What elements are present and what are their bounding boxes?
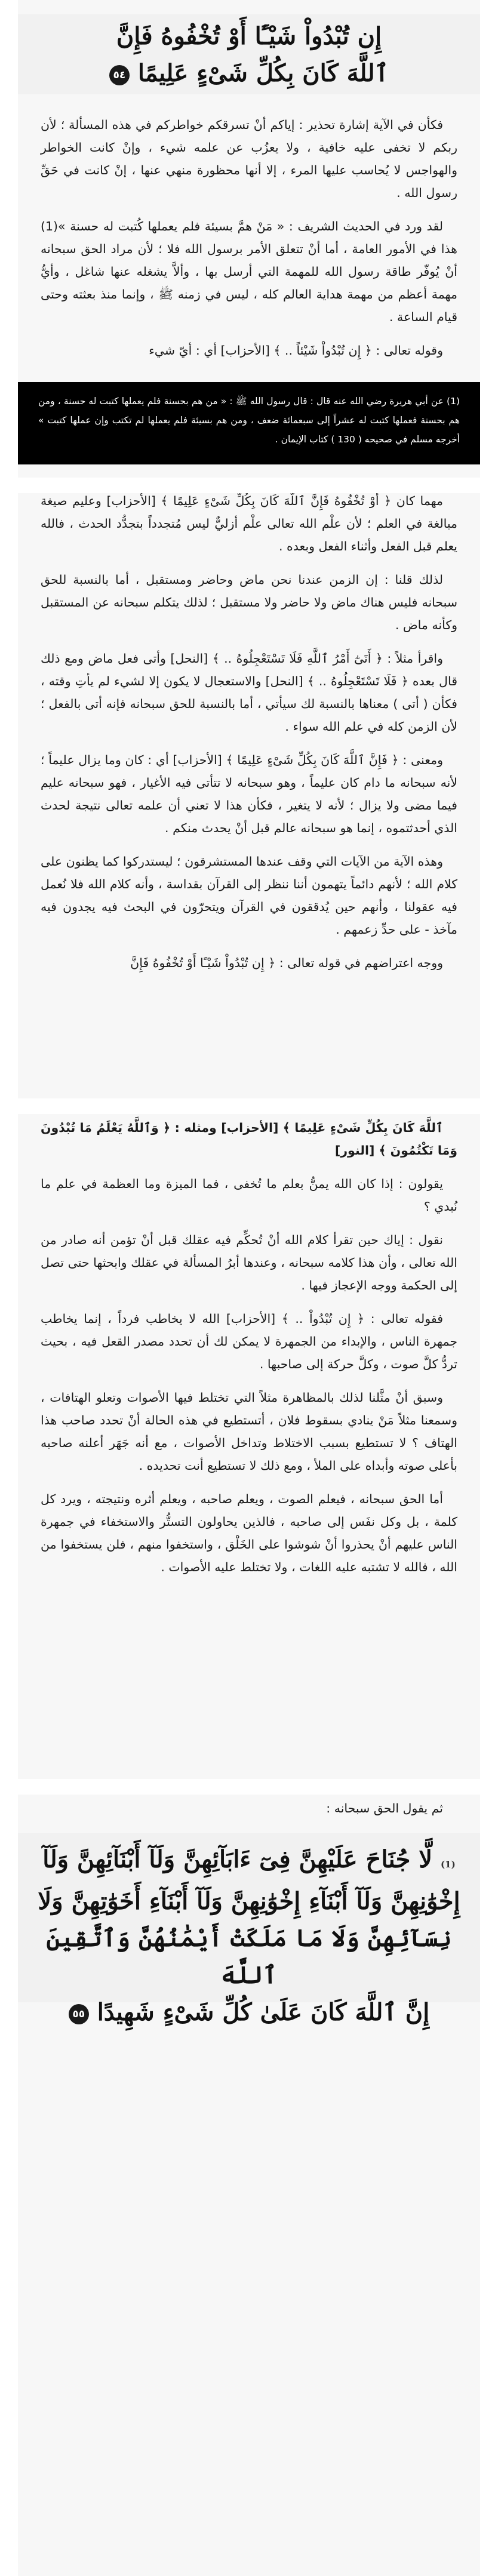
section-1 bbox=[41, 113, 457, 373]
verse-ref-marker: (1) bbox=[441, 1859, 456, 1870]
paragraph: ومعنى : ﴿ فَإِنَّ ٱللَّهَ كَانَ بِكُلِّ شَىْءٍ عَلِيمًا ﴾ [الأحزاب] أي : كان وما يزال عليماً ؛ لأنه سبحانه ما دام كان عليماً ، وهو سبحانه لا تتأتى فيه الأغيار ، فهو سبحانه عليم فيما مضى ولا يزال ؛ لأنه لا يتغير ، فكأن هذا لا تعني أن علمه تعالى نتيجة لحدث الذي أحدثتموه ، إنما هو سبحانه عالم قبل أنْ يحدث منكم . bbox=[41, 753, 457, 835]
bottom-verse bbox=[18, 1833, 480, 2026]
bottom-verse-line-4-wrap bbox=[18, 1994, 480, 2031]
top-verse-line-2: ٱللَّهَ كَانَ بِكُلِّ شَىْءٍ عَلِيمًا bbox=[137, 59, 389, 87]
page-gap bbox=[18, 1779, 480, 1795]
paragraph: يقولون : إذا كان الله يمنُّ بعلم ما تُخفى ، فما الميزة وما العظمة في علم ما نُبدي ؟ bbox=[41, 1177, 457, 1214]
paragraph: ٱللَّهَ كَانَ بِكُلِّ شَىْءٍ عَلِيمًا ﴾ [الأحزاب] ومثله : ﴿ وَٱللَّهُ يَعْلَمُ مَا تُبْدُونَ وَمَا تَكْتُمُونَ ﴾ [النور] bbox=[41, 1121, 457, 1158]
section-3 bbox=[41, 1116, 457, 1589]
paragraph: لذلك قلنا : إن الزمن عندنا نحن ماض وحاضر ومستقبل ، أما بالنسبة للحق سبحانه فليس هناك ماض ولا حاضر ولا مستقبل ؛ لذلك يتكلم سبحانه عن المستقبل وكأنه ماض . bbox=[41, 573, 457, 632]
verse-number-badge: ٥٥ bbox=[69, 2004, 89, 2024]
paragraph: فقوله تعالى : ﴿ إِن تُبْدُواْ .. ﴾ [الأحزاب] الله لا يخاطب فرداً ، إنما يخاطب جمهرة الناس ، والإبداء من الجمهرة لا يمكن لك أن تحدد مصدر القعل فيه ، بحيث تردُّ كلَّ صوت ، وكلَّ حركة إلى صاحبها . bbox=[41, 1312, 457, 1371]
section-2 bbox=[41, 490, 457, 985]
footnote-text: (1) عن أبي هريرة رضي الله عنه قال : قال رسول الله ﷺ : « من هم بحسنة فلم يعملها كتبت له حسنة ، ومن هم بحسنة فعملها كتبت له عشراً إلى سبعمائة ضعف ، ومن هم بسيئة فلم يعملها لم تكتب وإن عملها كتبت » أخرجه مسلم في صحيحه ( 130 ) كتاب الإيمان . bbox=[38, 396, 460, 445]
paragraph: لقد ورد في الحديث الشريف : « مَنْ همَّ بسيئة فلم يعملها كُتبت له حسنة »(1) هذا في الأمور العامة ، أما أنْ تتعلق الأمر برسول الله فلا ؛ لأن مراد الحق سبحانه أنْ يُوفّر طاقة رسول الله للمهمة التي أرسل بها ، وألاَّ يشغله عنها شاغل ، وأيُّ مهمة أعظم من مهمة هداية العالم كله ، ليس في زمنه ﷺ ، وإنما منذ بعثته وحتى قيام الساعة . bbox=[41, 219, 457, 324]
bottom-verse-line-1: لَّا جُنَاحَ عَلَيْهِنَّ فِىٓ ءَابَآئِهِنَّ وَلَآ أَبْنَآئِهِنَّ وَلَآ bbox=[42, 1845, 433, 1873]
top-verse-line-1: إِن تُبْدُواْ شَيْـًٔا أَوْ تُخْفُوهُ فَإِنَّ bbox=[116, 22, 382, 50]
paragraph: أما الحق سبحانه ، فيعلم الصوت ، ويعلم صاحبه ، ويعلم أثره ونتيجته ، ويرد كل كلمة ، بل وكل نفَس إلى صاحبه ، فالذين يحاولون التستُّر والاستخفاء في جمهرة الناس عليهم أنْ يحذروا أنْ شوشوا على الخَلْق ، واستخفوا منهم ، فلن يستخفوا من الله ، فالله لا تشتبه عليه اللغات ، ولا تختلط عليه الأصوات . bbox=[41, 1492, 457, 1574]
paragraph: واقرأ مثلاً : ﴿ أَتَىٰٓ أَمْرُ ٱللَّهِ فَلَا تَسْتَعْجِلُوهُ .. ﴾ [النحل] وأتى فعل ماض ومع ذلك قال بعده ﴿ فَلَا تَسْتَعْجِلُوهُ .. ﴾ [النحل] والاستعجال لا يكون إلا لشيء لم يأتِ وقته ، فكأن ( أتى ) معناها بالنسبة لك سيأتي ، أما بالنسبة للحق سبحانه فإنه أتى بالفعل ؛ لأن الزمن كله في علم الله سواء . bbox=[41, 651, 457, 734]
verse-number-badge: ٥٤ bbox=[109, 65, 130, 85]
bottom-verse-line-3: نِسَآئِهِنَّ وَلَا مَا مَلَكَتْ أَيْمَٰنُهُنَّ وَٱتَّقِينَ ٱللَّهَ bbox=[46, 1924, 452, 1989]
paragraph: وهذه الآية من الآيات التي وقف عندها المستشرقون ؛ ليستدركوا كما يظنون على كلام الله ؛ لأنهم دائماً يتهمون أننا ننظر إلى القرآن بقداسة ، وأنه كلام الله فلا نُعمل فيه عقولنا ، وأنهم حين يُدققون في القرآن ويتحرّون في البحث فيه يجدون فيه مآخذ - على حدِّ زعمهم . bbox=[41, 854, 457, 937]
book-page bbox=[18, 0, 480, 2576]
paragraph: ووجه اعتراضهم في قوله تعالى : ﴿ إِن تُبْدُواْ شَيْـًٔا أَوْ تُخْفُوهُ فَإِنَّ bbox=[130, 956, 443, 970]
paragraph: فكأن في الآية إشارة تحذير : إياكم أنْ تسرقكم خواطركم في هذه المسألة ؛ لأن ربكم لا تخفى عليه خافية ، ولا يعزُب عن علمه شيء ، وإنْ كانت الخواطر والهواجس لا يُحاسب عليها المرء ، إلا أنها محظورة منهي عنها ، إنْ كانت في حَقِّ رسول الله . bbox=[41, 118, 457, 200]
intro-line: ثم يقول الحق سبحانه : bbox=[326, 1801, 443, 1815]
paragraph: نقول : إياك حين تقرأ كلام الله أنْ تُحكِّم فيه عقلك قبل أنْ تؤمن أنه صادر من الله تعالى ، وأن هذا كلامه سبحانه ، وعندها أبرُ المسألة في عقلك وابحثها حتى تصل إلى الحكمة ووجه الإعجاز فيها . bbox=[41, 1233, 457, 1292]
footnote-box bbox=[18, 382, 480, 464]
paragraph: وسبق أنْ مثَّلنا لذلك بالمظاهرة مثلاً التي تختلط فيها الأصوات وتعلو الهتافات ، وسمعنا مثلاً مَنْ ينادي بسقوط فلان ، أتستطيع في هذه الحالة أنْ تحدد صاحب هذا الهتاف ؟ لا تستطيع بسبب الاختلاط وتداخل الأصوات ، مع أنه جَهَر أعلنه صاحبه بأعلى صوته وأبداه على الملأ ، ومع ذلك لا تستطيع أنت تحديده . bbox=[41, 1390, 457, 1473]
intro-section bbox=[41, 1797, 457, 1830]
paragraph: وقوله تعالى : ﴿ إِن تُبْدُواْ شَيْئاً .. ﴾ [الأحزاب] أي : أيّ شيء bbox=[149, 343, 443, 358]
top-verse bbox=[18, 14, 480, 94]
bottom-verse-line-4: إِنَّ ٱللَّهَ كَانَ عَلَىٰ كُلِّ شَىْءٍ شَهِيدًا bbox=[97, 1998, 430, 2026]
top-verse-line-2-wrap bbox=[18, 55, 480, 92]
bottom-verse-line-1-wrap bbox=[18, 1841, 480, 1883]
page-gap bbox=[18, 478, 480, 493]
paragraph: مهما كان ﴿ أَوْ تُخْفُوهُ فَإِنَّ ٱللَّهَ كَانَ بِكُلِّ شَىْءٍ عَلِيمًا ﴾ [الأحزاب] وعليم صيغة مبالغة في العلم ؛ لأن علْم الله تعالى علْم أزليٌّ ليس مُتجدداً بتجدُّد الحدث ، فالله يعلم قبل الفعل وأثناء الفعل وبعده . bbox=[41, 494, 457, 553]
page-gap bbox=[18, 1098, 480, 1114]
bottom-verse-line-2: إِخْوَٰنِهِنَّ وَلَآ أَبْنَآءِ إِخْوَٰنِهِنَّ وَلَآ أَبْنَآءِ أَخَوَٰتِهِنَّ وَلَا bbox=[38, 1887, 460, 1915]
